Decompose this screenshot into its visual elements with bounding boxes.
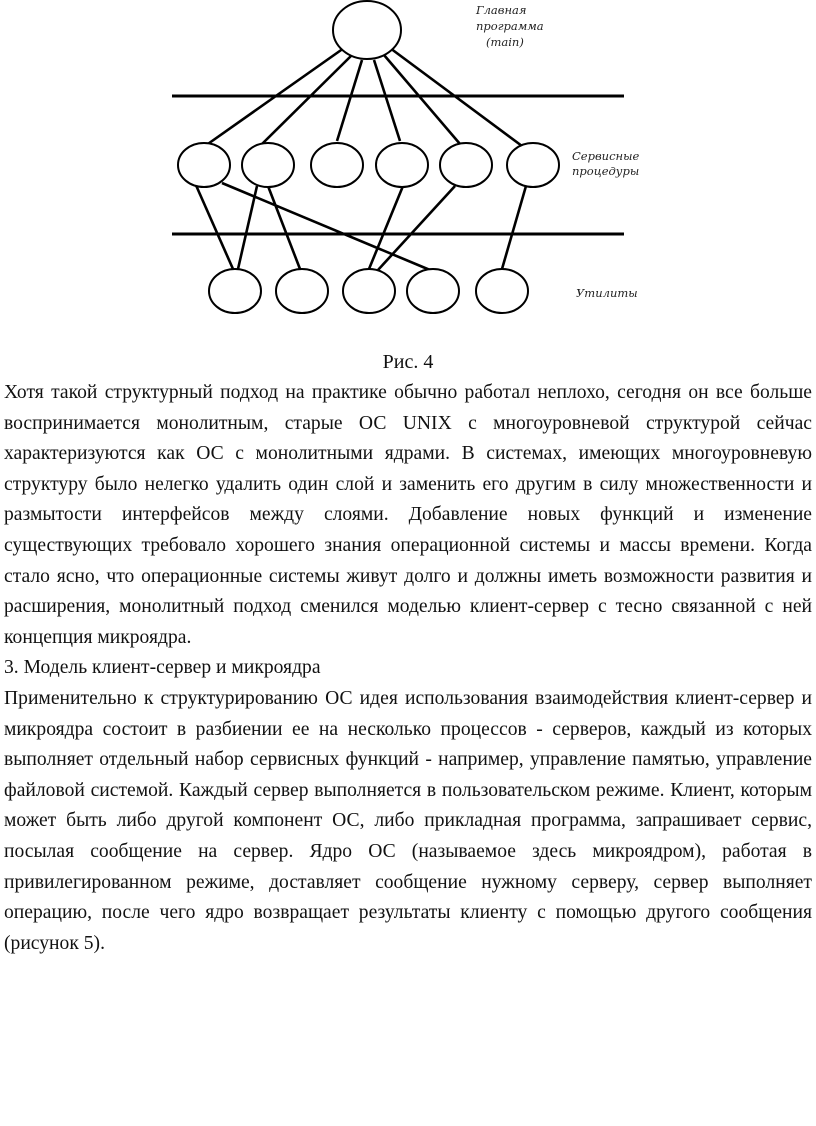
utility-node (476, 269, 528, 313)
edge-s5-u3 (378, 186, 455, 270)
edge-main-s2 (262, 55, 352, 144)
utility-node (407, 269, 459, 313)
section-heading: 3. Модель клиент-сервер и микроядра (4, 657, 321, 679)
figure-caption: Рис. 4 (382, 351, 434, 373)
edge-main-s4 (374, 60, 400, 141)
utilities-label: Утилиты (576, 286, 638, 300)
paragraph-1: Хотя такой структурный подход на практике обычно работал неплохо, сегодня он все больше воспринимается монолитным, старые ОС UNIX с многоуровневой структурой сейчас характеризуются как ОС с монолитными ядрами. В системах, имеющих многоуровневую структуру было нелегко удалить один слой и заменить его другим в силу множественности и размытости интерфейсов между слоями. Добавление новых функций и изменение существующих требовало хорошего знания операционной системы и массы времени. Когда стало ясно, что операционные системы живут долго и должны иметь возможности развития и расширения, монолитный подход сменился моделью клиент-сервер с тесно связанной с ней концепция микроядра. (4, 382, 812, 648)
service-label-line2: процедуры (572, 164, 640, 178)
service-node (178, 143, 230, 187)
main-program-node (333, 1, 401, 59)
utility-node (343, 269, 395, 313)
service-node (376, 143, 428, 187)
edge-s1-u1 (195, 183, 233, 269)
main-program-label-line2: программа (476, 19, 544, 33)
service-node (242, 143, 294, 187)
edge-s2-u2 (268, 186, 300, 269)
utility-node (209, 269, 261, 313)
paragraph-2: Применительно к структурированию ОС идея использования взаимодействия клиент-сервер и микроядра состоит в разбиении ее на несколько процессов - серверов, каждый из которых выполняет отдельный набор сервисных функций - например, управление памятью, управление файловой системой. Каждый сервер выполняется в пользовательском режиме. Клиент, которым может быть либо другой компонент ОС, либо прикладная программа, запрашивает сервис, посылая сообщение на сервер. Ядро ОС (называемое здесь микроядром), работая в привилегированном режиме, доставляет сообщение нужному серверу, сервер выполняет операцию, после чего ядро возвращает результаты клиенту с помощью другого сообщения (рисунок 5). (4, 687, 812, 954)
main-program-label-line1: Главная (476, 3, 527, 17)
edge-s2-u1 (238, 186, 257, 269)
service-to-utility-edges (195, 183, 526, 270)
body-text (4, 378, 812, 959)
main-program-label-line3: (main) (486, 35, 524, 49)
service-node (440, 143, 492, 187)
edge-main-s3 (337, 60, 362, 141)
edge-s6-u5 (502, 186, 526, 269)
service-node (311, 143, 363, 187)
structure-diagram (0, 0, 816, 340)
utility-node (276, 269, 328, 313)
service-node (507, 143, 559, 187)
service-label-line1: Сервисные (572, 149, 640, 163)
diagram-svg (0, 0, 816, 340)
